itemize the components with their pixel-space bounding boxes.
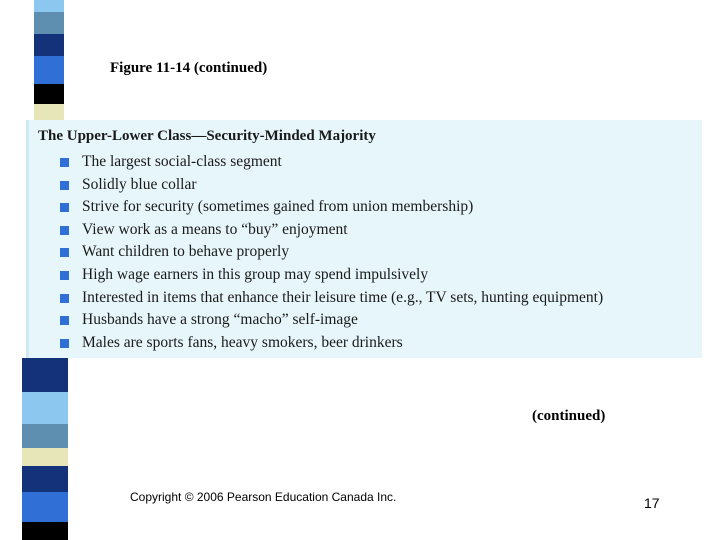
bullet-item — [60, 332, 603, 355]
panel-title: The Upper-Lower Class—Security-Minded Majority — [38, 128, 376, 144]
bullet-item — [60, 219, 603, 242]
square-bullet-icon — [60, 339, 69, 348]
stripe-block — [22, 358, 68, 392]
square-bullet-icon — [60, 226, 69, 235]
bullet-list — [60, 151, 603, 354]
stripe-block — [34, 84, 64, 104]
square-bullet-icon — [60, 158, 69, 167]
bullet-item — [60, 287, 603, 310]
bullet-text: High wage earners in this group may spend impulsively — [82, 265, 429, 283]
square-bullet-icon — [60, 271, 69, 280]
stripe-block — [22, 492, 68, 522]
stripe-block — [34, 12, 64, 34]
bullet-text: Solidly blue collar — [82, 175, 197, 193]
content-panel — [26, 120, 702, 358]
stripe-block — [22, 448, 68, 466]
bullet-text: Interested in items that enhance their leisure time (e.g., TV sets, hunting equipment) — [82, 288, 604, 306]
square-bullet-icon — [60, 294, 69, 303]
bullet-item — [60, 309, 603, 332]
bullet-text: Strive for security (sometimes gained from union membership) — [82, 198, 474, 216]
square-bullet-icon — [60, 248, 69, 257]
bullet-item — [60, 241, 603, 264]
stripe-block — [22, 392, 68, 424]
bullet-text: The largest social-class segment — [82, 153, 282, 170]
bullet-text: Want children to behave properly — [82, 243, 290, 261]
bullet-item — [60, 151, 603, 174]
bullet-item — [60, 174, 603, 197]
bullet-text: View work as a means to “buy” enjoyment — [82, 220, 348, 238]
page-number: 17 — [644, 495, 660, 511]
bullet-text: Males are sports fans, heavy smokers, beer drinkers — [82, 333, 403, 351]
stripe-block — [22, 466, 68, 492]
stripe-block — [34, 34, 64, 56]
bullet-item — [60, 196, 603, 219]
square-bullet-icon — [60, 203, 69, 212]
panel-left-edge — [26, 120, 29, 358]
bullet-text: Husbands have a strong “macho” self-image — [82, 311, 358, 329]
stripe-block — [22, 424, 68, 448]
copyright-notice: Copyright © 2006 Pearson Education Canada Inc. — [130, 490, 397, 504]
stripe-block — [34, 0, 64, 12]
square-bullet-icon — [60, 316, 69, 325]
stripe-block — [34, 56, 64, 84]
continued-label: (continued) — [532, 408, 606, 424]
stripe-block — [34, 104, 64, 120]
stripe-block — [22, 522, 68, 540]
figure-title: Figure 11-14 (continued) — [110, 60, 268, 76]
square-bullet-icon — [60, 181, 69, 190]
bullet-item — [60, 264, 603, 287]
